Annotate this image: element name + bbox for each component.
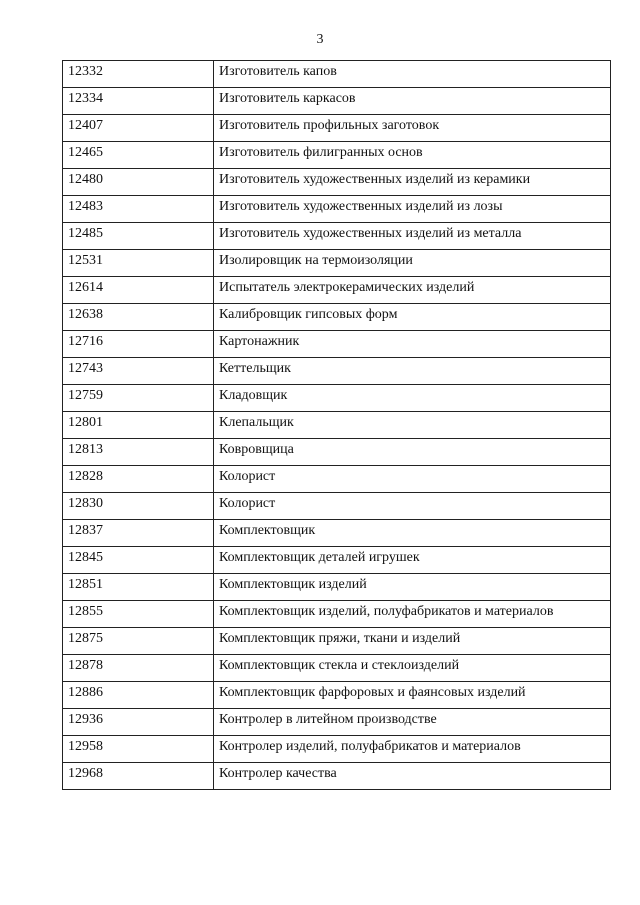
table-row [63, 223, 611, 250]
profession-name-cell: Комплектовщик деталей игрушек [214, 547, 611, 574]
table-row [63, 331, 611, 358]
profession-code-cell: 12801 [63, 412, 214, 439]
table-row [63, 304, 611, 331]
profession-code-cell: 12638 [63, 304, 214, 331]
table-row [63, 655, 611, 682]
profession-name-cell: Изготовитель филигранных основ [214, 142, 611, 169]
table-row [63, 763, 611, 790]
table-row [63, 358, 611, 385]
profession-code-cell: 12483 [63, 196, 214, 223]
table-row [63, 520, 611, 547]
profession-code-cell: 12407 [63, 115, 214, 142]
table-row [63, 682, 611, 709]
profession-code-cell: 12716 [63, 331, 214, 358]
profession-codes-table [62, 60, 611, 790]
profession-name-cell: Комплектовщик изделий, полуфабрикатов и материалов [214, 601, 611, 628]
table-row [63, 61, 611, 88]
profession-code-cell: 12878 [63, 655, 214, 682]
profession-name-cell: Изготовитель художественных изделий из керамики [214, 169, 611, 196]
table-row [63, 547, 611, 574]
profession-name-cell: Кладовщик [214, 385, 611, 412]
profession-code-cell: 12465 [63, 142, 214, 169]
profession-name-cell: Ковровщица [214, 439, 611, 466]
profession-code-cell: 12830 [63, 493, 214, 520]
table-row [63, 601, 611, 628]
profession-name-cell: Изолировщик на термоизоляции [214, 250, 611, 277]
profession-code-cell: 12485 [63, 223, 214, 250]
profession-name-cell: Клепальщик [214, 412, 611, 439]
profession-code-cell: 12875 [63, 628, 214, 655]
table-row [63, 385, 611, 412]
profession-code-cell: 12759 [63, 385, 214, 412]
profession-code-cell: 12531 [63, 250, 214, 277]
profession-name-cell: Колорист [214, 466, 611, 493]
profession-name-cell: Колорист [214, 493, 611, 520]
table-row [63, 493, 611, 520]
table-row [63, 250, 611, 277]
profession-name-cell: Комплектовщик стекла и стеклоизделий [214, 655, 611, 682]
profession-name-cell: Контролер качества [214, 763, 611, 790]
profession-name-cell: Контролер в литейном производстве [214, 709, 611, 736]
profession-name-cell: Изготовитель профильных заготовок [214, 115, 611, 142]
profession-name-cell: Изготовитель каркасов [214, 88, 611, 115]
profession-code-cell: 12480 [63, 169, 214, 196]
profession-code-cell: 12813 [63, 439, 214, 466]
table-row [63, 196, 611, 223]
table-row [63, 277, 611, 304]
profession-name-cell: Изготовитель художественных изделий из металла [214, 223, 611, 250]
profession-code-cell: 12845 [63, 547, 214, 574]
profession-code-cell: 12855 [63, 601, 214, 628]
profession-name-cell: Калибровщик гипсовых форм [214, 304, 611, 331]
profession-name-cell: Комплектовщик пряжи, ткани и изделий [214, 628, 611, 655]
profession-name-cell: Контролер изделий, полуфабрикатов и материалов [214, 736, 611, 763]
table-row [63, 142, 611, 169]
profession-code-cell: 12851 [63, 574, 214, 601]
table-row [63, 736, 611, 763]
profession-name-cell: Изготовитель художественных изделий из лозы [214, 196, 611, 223]
profession-name-cell: Комплектовщик [214, 520, 611, 547]
profession-name-cell: Картонажник [214, 331, 611, 358]
profession-code-cell: 12332 [63, 61, 214, 88]
table-row [63, 88, 611, 115]
page-number: 3 [316, 32, 324, 47]
profession-code-cell: 12837 [63, 520, 214, 547]
profession-code-cell: 12614 [63, 277, 214, 304]
profession-name-cell: Испытатель электрокерамических изделий [214, 277, 611, 304]
profession-code-cell: 12958 [63, 736, 214, 763]
profession-code-cell: 12968 [63, 763, 214, 790]
profession-name-cell: Комплектовщик фарфоровых и фаянсовых изделий [214, 682, 611, 709]
profession-code-cell: 12743 [63, 358, 214, 385]
profession-name-cell: Комплектовщик изделий [214, 574, 611, 601]
profession-code-cell: 12828 [63, 466, 214, 493]
table-row [63, 115, 611, 142]
profession-name-cell: Кеттельщик [214, 358, 611, 385]
table-row [63, 466, 611, 493]
table-body [63, 61, 611, 790]
table-row [63, 169, 611, 196]
table-row [63, 709, 611, 736]
table-row [63, 628, 611, 655]
table-row [63, 412, 611, 439]
profession-code-cell: 12334 [63, 88, 214, 115]
table-row [63, 439, 611, 466]
profession-name-cell: Изготовитель капов [214, 61, 611, 88]
profession-code-cell: 12886 [63, 682, 214, 709]
profession-code-cell: 12936 [63, 709, 214, 736]
table-row [63, 574, 611, 601]
